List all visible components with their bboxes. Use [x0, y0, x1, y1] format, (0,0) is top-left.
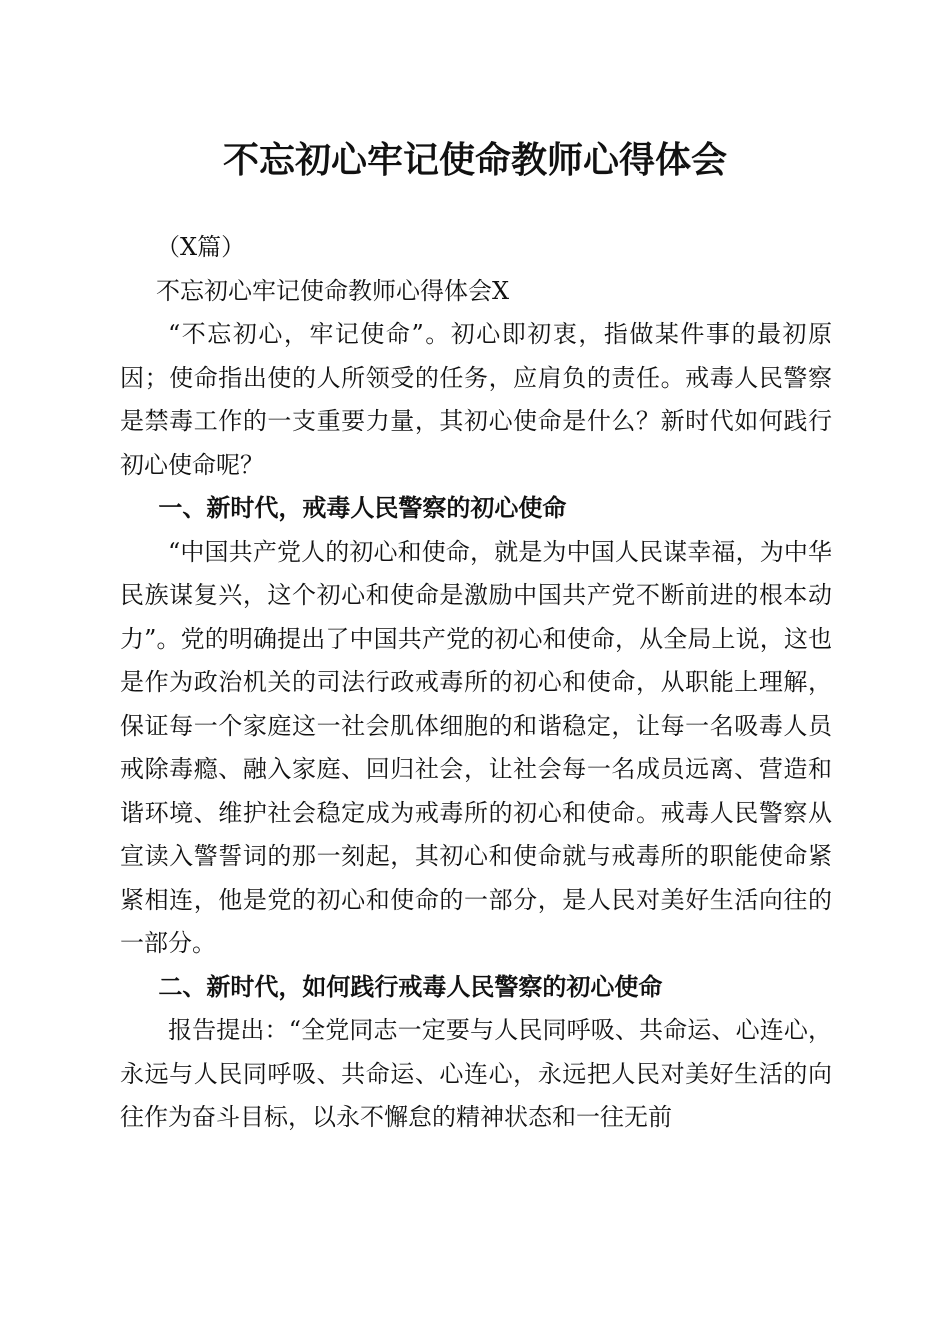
section-2-heading: 二、新时代，如何践行戒毒人民警察的初心使命	[158, 972, 663, 1001]
section-1-paragraph: “中国共产党人的初心和使命，就是为中国人民谋幸福，为中华民族谋复兴，这个初心和使命是激励中国共产党不断前进的根本动力”。党的明确提出了中国共产党的初心和使命，从全局上说，这也是作为政治机关的司法行政戒毒所的初心和使命，从职能上理解，保证每一个家庭这一社会肌体细胞的和谐稳定，让每一名吸毒人员戒除毒瘾、融入家庭、回归社会，让社会每一名成员远离、营造和谐环境、维护社会稳定成为戒毒所的初心和使命。戒毒人民警察从宣读入警誓词的那一刻起，其初心和使命就与戒毒所的职能使命紧紧相连，他是党的初心和使命的一部分，是人民对美好生活向往的一部分。	[120, 537, 832, 957]
document-title: 不忘初心牢记使命教师心得体会	[222, 139, 727, 181]
subtitle-count: （X篇）	[156, 233, 246, 261]
section-2-paragraph: 报告提出：“全党同志一定要与人民同呼吸、共命运、心连心，永远与人民同呼吸、共命运、心连心，永远把人民对美好生活的向往作为奋斗目标，以永不懈怠的精神状态和一往无前	[120, 1016, 832, 1131]
document-body	[120, 226, 832, 1140]
intro-paragraph: “不忘初心，牢记使命”。初心即初衷，指做某件事的最初原因；使命指出使的人所领受的任务，应肩负的责任。戒毒人民警察是禁毒工作的一支重要力量，其初心使命是什么？新时代如何践行初心使命呢？	[120, 320, 832, 479]
section-1-heading: 一、新时代，戒毒人民警察的初心使命	[158, 494, 567, 522]
article-title: 不忘初心牢记使命教师心得体会X	[156, 276, 510, 305]
